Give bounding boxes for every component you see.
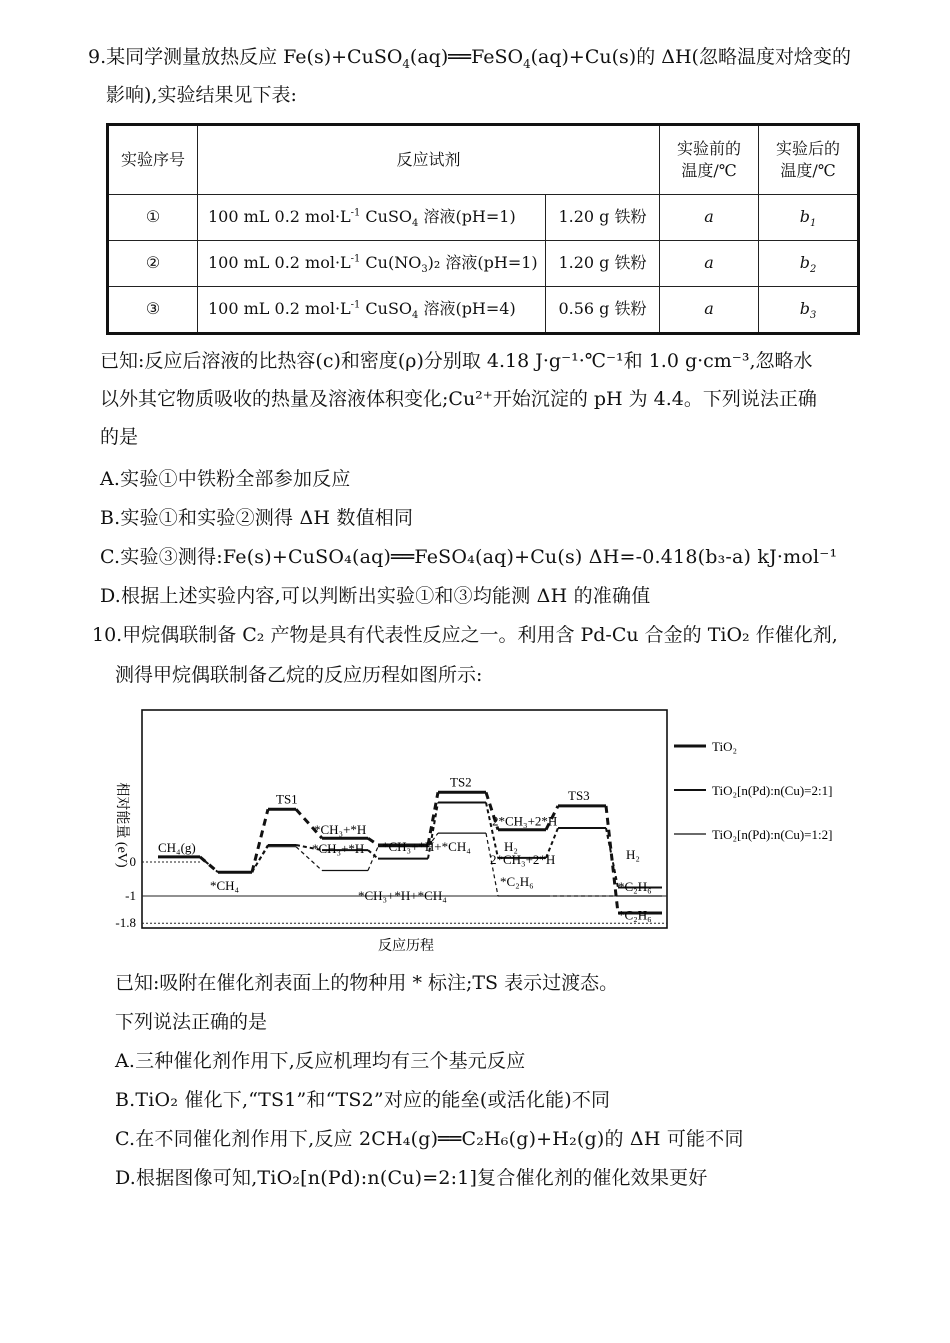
row-iron: 0.56 g 铁粉 [546, 287, 660, 334]
state-label: *CH₄ [210, 878, 240, 894]
y-tick-label: -1 [125, 888, 136, 903]
row-solution: 100 mL 0.2 $mol\cdot L^{-1}$ $Cu(NO_3)_2$ 溶液(pH=1) [198, 241, 546, 287]
state-label: TS3 [568, 787, 590, 803]
row-no: ③ [108, 287, 198, 334]
q10-option-a: A.三种催化剂作用下,反应机理均有三个基元反应 [115, 1050, 526, 1072]
state-label: *CH₃+*H [314, 822, 367, 838]
transition-connector [606, 828, 618, 888]
header-reagent: 反应试剂 [198, 125, 660, 195]
state-label: *CH₃+*H+*CH₄ [358, 888, 447, 904]
y-axis-label: 相对能量 (eV) [114, 782, 129, 868]
state-label: TS2 [450, 774, 472, 790]
state-label: 2*CH₃+2*H [492, 813, 558, 829]
legend-label: TiO₂[n(Pd):n(Cu)=1:2] [712, 827, 833, 842]
q9-option-a: A.实验①中铁粉全部参加反应 [100, 468, 351, 490]
transition-connector [428, 792, 438, 845]
table-header-row [108, 125, 859, 195]
state-label: *CH₃+*H+*CH₄ [382, 839, 471, 854]
state-label: 2*CH₃+2*H [490, 851, 556, 867]
table-row [108, 287, 859, 334]
transition-connector [486, 803, 498, 858]
state-label: *C₂H₆ [500, 874, 534, 890]
q10-option-c: C.在不同催化剂作用下,反应 2CH₄(g)══C₂H₆(g)+H₂(g)的 ΔH 可能不同 [115, 1128, 744, 1150]
row-after: $b_3$ [759, 287, 859, 334]
state-label: TS1 [276, 791, 298, 807]
q9-option-c: C.实验③测得:Fe(s)+CuSO₄(aq)══FeSO₄(aq)+Cu(s) ΔH=-0.418(b₃-a) kJ·mol⁻¹ [100, 546, 838, 568]
q10-option-b: B.TiO₂ 催化下,“TS1”和“TS2”对应的能垒(或活化能)不同 [115, 1089, 611, 1111]
legend [674, 739, 832, 842]
state-label: CH₄(g) [158, 839, 196, 855]
row-after: $b_1$ [759, 195, 859, 241]
y-tick-label: 0 [129, 854, 136, 869]
row-solution: 100 mL 0.2 $mol\cdot L^{-1}$ CuSO$_4$ 溶液(pH=1) [198, 195, 546, 241]
q9-stem-line-2: 影响),实验结果见下表: [106, 84, 297, 106]
q10-known-1: 已知:吸附在催化剂表面上的物种用 * 标注;TS 表示过渡态。 [115, 972, 619, 994]
legend-label: TiO₂[n(Pd):n(Cu)=2:1] [712, 783, 833, 798]
row-iron: 1.20 g 铁粉 [546, 195, 660, 241]
row-before: a [660, 241, 759, 287]
q9-option-d: D.根据上述实验内容,可以判断出实验①和③均能测 ΔH 的准确值 [100, 585, 651, 607]
q9-known-1: 已知:反应后溶液的比热容(c)和密度(ρ)分别取 4.18 J·g⁻¹·℃⁻¹和 1.0 g·cm⁻³,忽略水 [100, 350, 813, 372]
legend-label: TiO₂ [712, 739, 738, 754]
q9-stem-line-1: 9.某同学测量放热反应 Fe(s)+CuSO$_4$(aq)══FeSO$_4$(aq)+Cu(s)的 ΔH(忽略温度对焓变的 [88, 46, 851, 71]
row-iron: 1.20 g 铁粉 [546, 241, 660, 287]
transition-connector [200, 857, 218, 872]
transition-connector [252, 809, 268, 872]
q9-option-b: B.实验①和实验②测得 ΔH 数值相同 [100, 507, 414, 529]
header-after: 实验后的 温度/℃ [759, 125, 859, 195]
energy-profile-chart [100, 700, 870, 962]
header-before: 实验前的 温度/℃ [660, 125, 759, 195]
q10-stem-2: 测得甲烷偶联制备乙烷的反应历程如图所示: [115, 664, 483, 686]
state-label: H₂ [626, 847, 640, 863]
q10-stem-1: 10.甲烷偶联制备 C₂ 产物是具有代表性反应之一。利用含 Pd-Cu 合金的 TiO₂ 作催化剂, [92, 624, 838, 646]
header-no: 实验序号 [108, 125, 198, 195]
table-row [108, 241, 859, 287]
state-labels [158, 774, 652, 922]
row-before: a [660, 287, 759, 334]
transition-connector [368, 838, 378, 845]
row-after: $b_2$ [759, 241, 859, 287]
q9-known-3: 的是 [100, 426, 139, 448]
state-label: *C₂H₆ [618, 907, 652, 923]
row-solution: 100 mL 0.2 $mol\cdot L^{-1}$ CuSO$_4$ 溶液(pH=4) [198, 287, 546, 334]
experiment-table [106, 123, 860, 335]
q10-known-2: 下列说法正确的是 [115, 1011, 268, 1033]
transition-connector [606, 806, 618, 913]
row-before: a [660, 195, 759, 241]
q9-known-2: 以外其它物质吸收的热量及溶液体积变化;Cu²⁺开始沉淀的 pH 为 4.4。下列说法正确 [100, 388, 817, 410]
y-tick-label: -1.8 [115, 915, 136, 931]
state-label: *C₂H₆ [618, 879, 652, 895]
row-no: ② [108, 241, 198, 287]
table-row [108, 195, 859, 241]
row-no: ① [108, 195, 198, 241]
state-label: H₂ [504, 839, 518, 854]
state-label: *CH₃+*H [312, 841, 365, 857]
x-axis-label: 反应历程 [378, 939, 434, 954]
q10-option-d: D.根据图像可知,TiO₂[n(Pd):n(Cu)=2:1]复合催化剂的催化效果更好 [115, 1167, 708, 1189]
